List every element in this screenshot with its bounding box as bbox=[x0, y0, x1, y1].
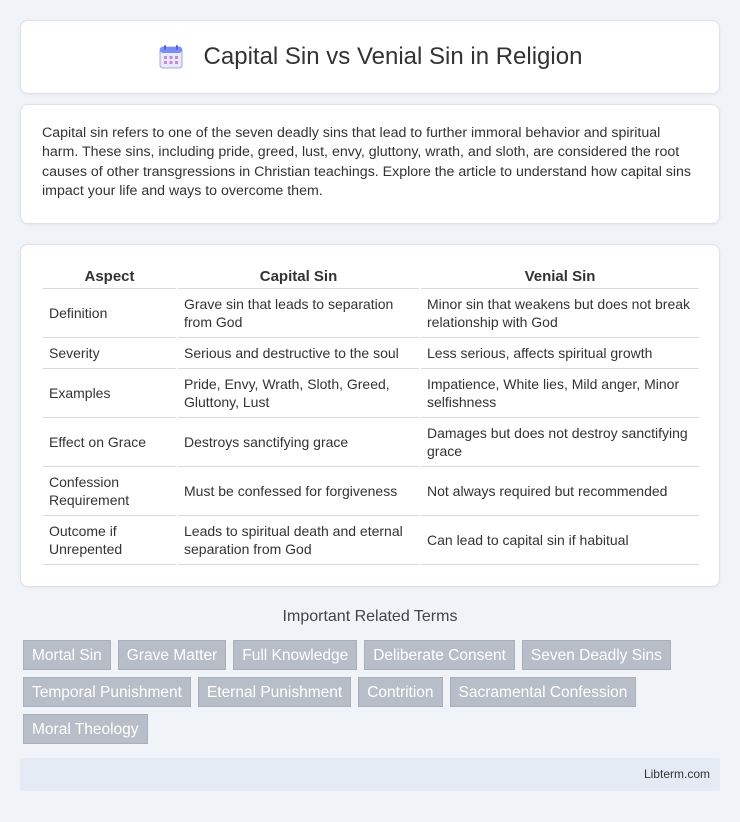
footer bbox=[20, 758, 720, 791]
aspect-cell: Confession Requirement bbox=[43, 467, 176, 516]
tag-grave-matter[interactable]: Grave Matter bbox=[118, 640, 226, 670]
tag-temporal-punishment[interactable]: Temporal Punishment bbox=[23, 677, 191, 707]
header-aspect: Aspect bbox=[43, 263, 176, 289]
aspect-cell: Effect on Grace bbox=[43, 418, 176, 467]
capital-cell: Must be confessed for forgiveness bbox=[178, 467, 419, 516]
aspect-cell: Outcome if Unrepented bbox=[43, 516, 176, 565]
page-title: Capital Sin vs Venial Sin in Religion bbox=[203, 43, 583, 70]
table-row bbox=[43, 369, 699, 418]
tag-moral-theology[interactable]: Moral Theology bbox=[23, 714, 148, 744]
capital-cell: Pride, Envy, Wrath, Sloth, Greed, Gluttony, Lust bbox=[178, 369, 419, 418]
related-terms-title: Important Related Terms bbox=[282, 608, 458, 625]
capital-cell: Serious and destructive to the soul bbox=[178, 338, 419, 369]
capital-cell: Leads to spiritual death and eternal separation from God bbox=[178, 516, 419, 565]
header-venial-sin: Venial Sin bbox=[421, 263, 699, 289]
capital-cell: Destroys sanctifying grace bbox=[178, 418, 419, 467]
intro-text: Capital sin refers to one of the seven deadly sins that lead to further immoral behavior and spiritual harm. These sins, including pride, greed, lust, envy, gluttony, wrath, and sloth, are considered the root causes of other transgressions in Christian teachings. Explore the article to understand how capital sins impact your life and ways to overcome them. bbox=[42, 125, 692, 199]
aspect-cell: Examples bbox=[43, 369, 176, 418]
header-capital-sin: Capital Sin bbox=[178, 263, 419, 289]
capital-cell: Grave sin that leads to separation from God bbox=[178, 289, 419, 338]
venial-cell: Minor sin that weakens but does not break relationship with God bbox=[421, 289, 699, 338]
tag-eternal-punishment[interactable]: Eternal Punishment bbox=[198, 677, 351, 707]
venial-cell: Less serious, affects spiritual growth bbox=[421, 338, 699, 369]
venial-cell: Damages but does not destroy sanctifying grace bbox=[421, 418, 699, 467]
comparison-table bbox=[43, 263, 699, 565]
table-row bbox=[43, 467, 699, 516]
table-row bbox=[43, 516, 699, 565]
tag-full-knowledge[interactable]: Full Knowledge bbox=[233, 640, 357, 670]
table-row bbox=[43, 289, 699, 338]
venial-cell: Impatience, White lies, Mild anger, Minor selfishness bbox=[421, 369, 699, 418]
intro-card bbox=[20, 104, 720, 224]
related-terms-list bbox=[23, 640, 723, 751]
aspect-cell: Definition bbox=[43, 289, 176, 338]
table-row bbox=[43, 418, 699, 467]
footer-site-link[interactable]: Libterm.com bbox=[643, 767, 710, 781]
tag-seven-deadly-sins[interactable]: Seven Deadly Sins bbox=[522, 640, 671, 670]
calendar-icon bbox=[158, 44, 184, 70]
table-row bbox=[43, 338, 699, 369]
tag-contrition[interactable]: Contrition bbox=[358, 677, 442, 707]
venial-cell: Not always required but recommended bbox=[421, 467, 699, 516]
venial-cell: Can lead to capital sin if habitual bbox=[421, 516, 699, 565]
tag-mortal-sin[interactable]: Mortal Sin bbox=[23, 640, 111, 670]
comparison-card bbox=[20, 244, 720, 587]
title-card bbox=[20, 20, 720, 94]
tag-sacramental-confession[interactable]: Sacramental Confession bbox=[450, 677, 637, 707]
aspect-cell: Severity bbox=[43, 338, 176, 369]
tag-deliberate-consent[interactable]: Deliberate Consent bbox=[364, 640, 515, 670]
